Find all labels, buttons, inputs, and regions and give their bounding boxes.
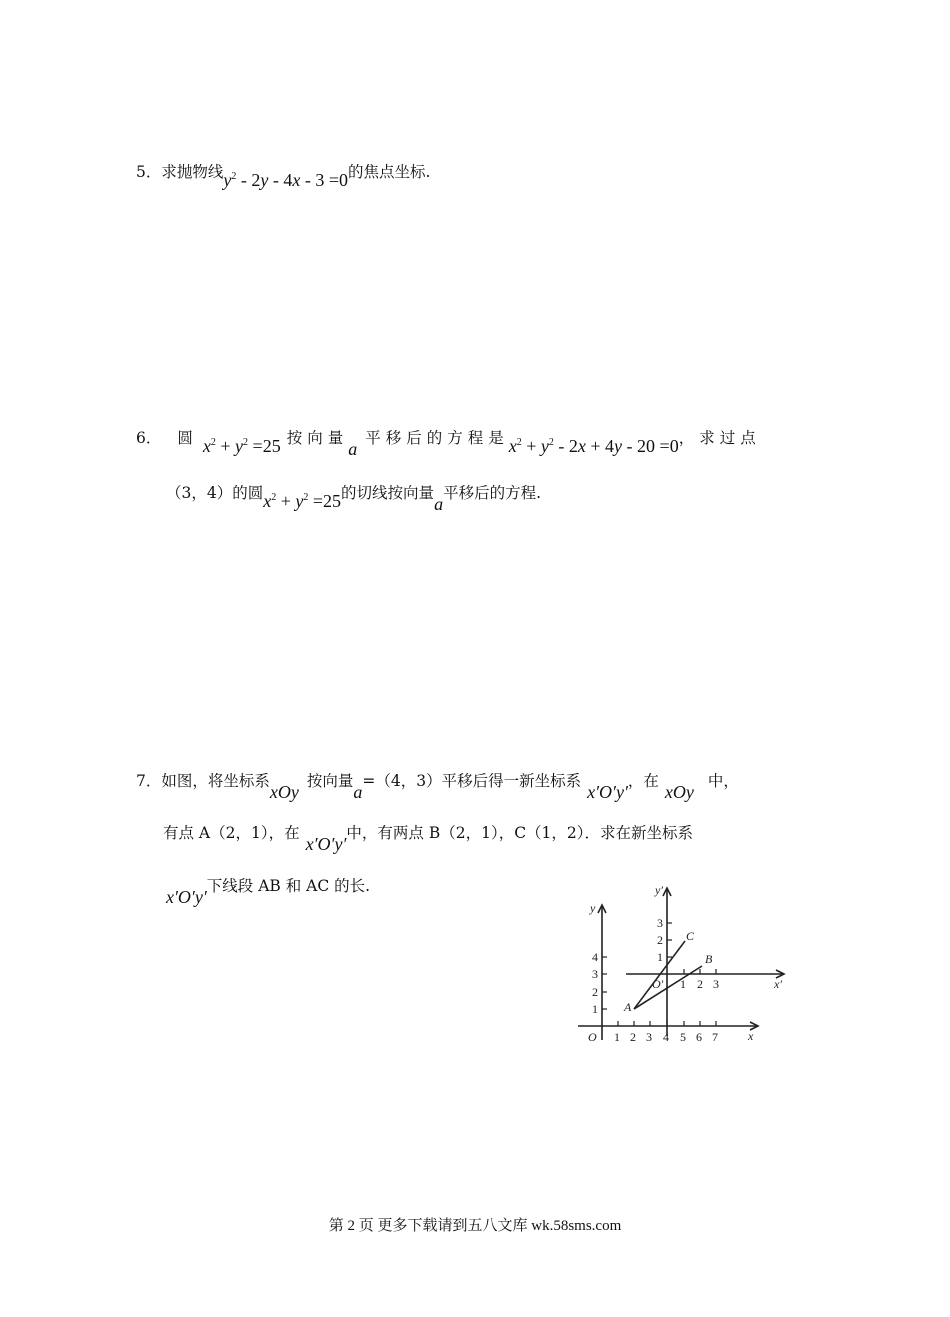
problem-text: 的切线按向量: [341, 484, 435, 502]
new-origin-label: O′: [652, 977, 664, 991]
new-coordinate-system: x′O′y′: [587, 782, 628, 802]
x-tick-label: 5: [680, 1030, 686, 1044]
vector-a: a: [348, 439, 358, 459]
new-coordinate-system: x′O′y′: [166, 887, 207, 907]
x-tick-label: 6: [696, 1030, 702, 1044]
problem-text: 如图，将坐标系: [161, 772, 270, 790]
x-tick-label: 7: [712, 1030, 718, 1044]
problem-text: ，求过点: [678, 429, 761, 447]
circle-equation: $x^2 + y^2 =25$: [202, 436, 281, 456]
y-tick-label: 2: [592, 985, 598, 999]
x-tick-label: 1: [614, 1030, 620, 1044]
y-tick-label: 4: [592, 950, 598, 964]
problem-text: 圆: [177, 429, 193, 447]
x-prime-tick-label: 3: [713, 977, 719, 991]
coordinate-system: xOy: [664, 782, 694, 802]
segment-AB: [634, 966, 702, 1009]
origin-label: O: [588, 1030, 597, 1044]
problem-text: 下线段 AB 和 AC 的长.: [206, 877, 371, 895]
x-tick-label: 4: [663, 1030, 669, 1044]
y-axis-label: y: [590, 901, 596, 915]
problem-text: 求抛物线: [161, 163, 224, 181]
y-tick-label: 3: [592, 967, 598, 981]
x-prime-axis-label: x′: [774, 977, 782, 991]
x-tick-label: 2: [630, 1030, 636, 1044]
point-C-label: C: [686, 929, 695, 943]
y-tick-label: 1: [592, 1002, 598, 1016]
x-axis-label: x: [748, 1029, 754, 1043]
new-coordinate-system: x′O′y′: [305, 834, 347, 854]
problem-text: 按向量: [286, 429, 349, 447]
problem-text: 按向量: [306, 772, 354, 790]
x-prime-tick-label: 1: [680, 977, 686, 991]
point-A-label: A: [624, 1000, 632, 1014]
problem-number: 6．: [136, 429, 162, 447]
problem-text: 中，: [707, 772, 739, 790]
page-footer: 第 2 页 更多下载请到五八文库 wk.58sms.com: [328, 1218, 622, 1234]
circle-equation: $x^2 + y^2 =25$: [263, 491, 342, 511]
problem-text: 平移后的方程是: [365, 429, 509, 447]
problem-text: （3，4）的圆: [166, 484, 264, 502]
y-prime-tick-label: 3: [657, 916, 663, 930]
problem-text: =（4，3）平移后得一新坐标系: [362, 772, 582, 790]
parabola-equation: $y^2 - 2y - 4x - 3 =0$: [223, 170, 349, 190]
problem-number: 7．: [136, 772, 162, 790]
y-prime-axis-label: y′: [655, 883, 663, 897]
translated-circle-equation: $x^2 + y^2 - 2x + 4y - 20 =0$: [508, 436, 679, 456]
x-prime-tick-label: 2: [697, 977, 703, 991]
problem-text: 的焦点坐标.: [348, 163, 431, 181]
problem-text: 中，有两点 B（2，1），C（1，2）．求在新坐标系: [346, 824, 694, 842]
vector-a: a: [434, 494, 444, 514]
problem-number: 5．: [136, 163, 162, 181]
y-prime-tick-label: 1: [657, 950, 663, 964]
problem-text: 有点 A（2，1），在: [163, 824, 300, 842]
x-tick-label: 3: [646, 1030, 652, 1044]
vector-a: a: [353, 782, 363, 802]
point-B-label: B: [705, 952, 713, 966]
problem-text: 平移后的方程.: [443, 484, 541, 502]
y-prime-tick-label: 2: [657, 933, 663, 947]
coordinate-system: xOy: [269, 782, 299, 802]
problem-text: ，在: [627, 772, 659, 790]
